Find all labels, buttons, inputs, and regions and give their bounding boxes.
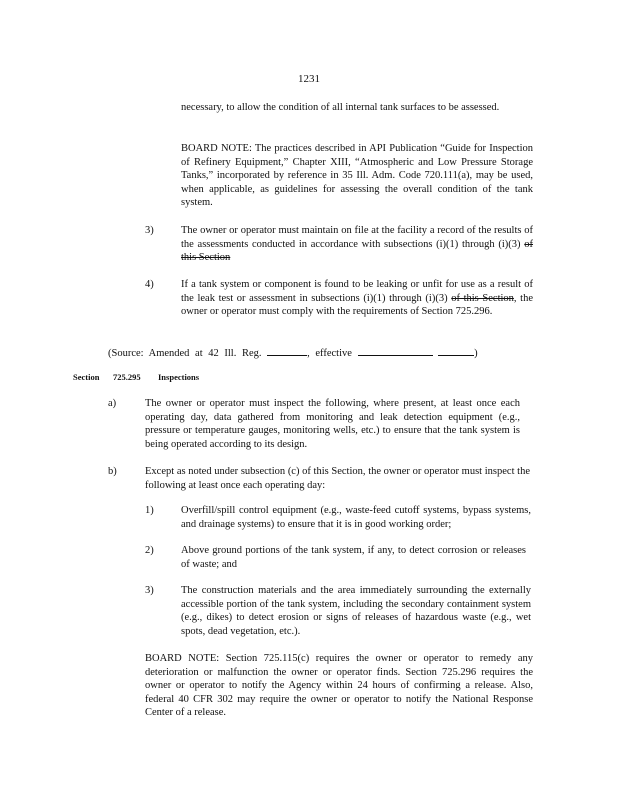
- source-prefix: (Source: Amended at 42 Ill. Reg.: [108, 348, 262, 359]
- subsection-a-text: The owner or operator must inspect the following, where present, at least once each operating day, data gathered from monitoring and leak detection equipment (e.g., pressure or temperature gauges, monitoring wells, etc.) to ensure that the tank system is being operated according to its design.: [145, 398, 520, 450]
- item-3-body: The owner or operator must maintain on file at the facility a record of the results of the assessments conducted in accordance with subsections (i)(1) through (i)(3): [181, 225, 533, 250]
- source-blank-1: [267, 345, 307, 356]
- b-item-2-number: 2): [145, 545, 154, 556]
- section-label: Section: [73, 372, 100, 382]
- subsection-a-letter: a): [108, 398, 117, 409]
- b-item-3-number: 3): [145, 585, 154, 596]
- source-suffix: ): [474, 348, 478, 359]
- board-note-1: BOARD NOTE: The practices described in API Publication “Guide for Inspection of Refinery Equipment,” Chapter XIII, “Atmospheric and Low Pressure Storage Tanks,” incorporated by reference in 35 Ill. Adm. Code 720.111(a), may be used, when applicable, as guidelines for assessing the overall condition of the tank system.: [181, 143, 533, 208]
- b-item-2-text: Above ground portions of the tank system, if any, to detect corrosion or releases of waste; and: [181, 545, 526, 570]
- continued-paragraph: necessary, to allow the condition of all internal tank surfaces to be assessed.: [181, 102, 500, 113]
- section-number: 725.295: [113, 372, 141, 382]
- subsection-b-text: Except as noted under subsection (c) of this Section, the owner or operator must inspect the following at least once each operating day:: [145, 466, 530, 491]
- item-3-number: 3): [145, 225, 154, 236]
- subsection-b-letter: b): [108, 466, 117, 477]
- b-item-3-text: The construction materials and the area immediately surrounding the externally accessible portion of the tank system, including the secondary containment system (e.g., dikes) to detect erosion or signs of releases of hazardous waste (e.g., wet spots, dead vegetation, etc.).: [181, 585, 531, 637]
- board-note-2: BOARD NOTE: Section 725.115(c) requires the owner or operator to remedy any deterioration or malfunction the owner or operator finds. Section 725.296 requires the owner or operator to notify the Agency within 24 hours of confirming a release. Also, federal 40 CFR 302 may require the owner or operator to notify the National Response Center of a release.: [145, 653, 533, 718]
- section-title: Inspections: [158, 372, 200, 382]
- source-blank-2: [358, 345, 433, 356]
- source-blank-3: [438, 345, 474, 356]
- item-4-body-b: , the owner or operator must comply with the requirements of Section 725.296.: [181, 292, 533, 317]
- b-item-1-number: 1): [145, 505, 154, 516]
- source-note: [108, 345, 528, 361]
- item-4-struck-text: of this Section: [451, 292, 514, 304]
- item-3-text: [181, 224, 533, 265]
- item-3-struck-text: of this Section: [181, 238, 534, 263]
- b-item-1-text: Overfill/spill control equipment (e.g., waste-feed cutoff systems, bypass systems, and drainage systems) to ensure that it is in good working order;: [181, 505, 531, 530]
- page-number: 1231: [298, 73, 320, 85]
- item-4-number: 4): [145, 279, 154, 290]
- source-effective: , effective: [307, 348, 352, 359]
- item-4-body-a: If a tank system or component is found to be leaking or unfit for use as a result of the leak test or assessment in subsections (i)(1) through (i)(3): [181, 279, 533, 304]
- item-4-text: [181, 278, 533, 319]
